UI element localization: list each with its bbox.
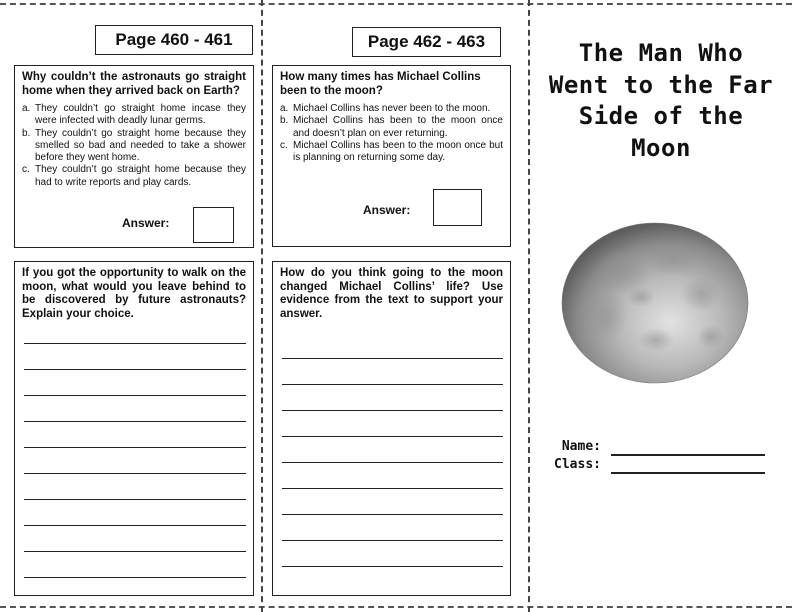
answer-line[interactable] — [282, 488, 503, 489]
question-text: Why couldn’t the astronauts go straight home when they arrived back on Earth? — [22, 71, 246, 97]
title-line: Moon — [631, 133, 691, 162]
answer-line[interactable] — [282, 462, 503, 463]
answer-line[interactable] — [282, 566, 503, 567]
answer-line[interactable] — [282, 540, 503, 541]
answer-label: Answer: — [122, 216, 170, 230]
option-a: a. Michael Collins has never been to the moon. — [280, 103, 491, 114]
answer-line[interactable] — [24, 499, 246, 500]
question-box-collins-visits — [272, 65, 511, 247]
answer-line[interactable] — [24, 551, 246, 552]
answer-line[interactable] — [282, 410, 503, 411]
question-box-astronauts — [14, 65, 254, 248]
answer-label: Answer: — [363, 203, 411, 217]
page-label-460: Page 460 - 461 — [95, 25, 253, 55]
cover-title — [534, 38, 788, 164]
question-text: How do you think going to the moon changed Michael Collins’ life? Use evidence from the text to support your answer. — [280, 267, 503, 320]
top-cut-line — [0, 3, 792, 5]
question-box-leave-behind — [14, 261, 254, 596]
class-field[interactable] — [611, 472, 765, 474]
fold-line-right — [528, 0, 530, 612]
answer-line[interactable] — [24, 369, 246, 370]
answer-line[interactable] — [282, 436, 503, 437]
answer-options — [22, 103, 246, 189]
moon-illustration — [561, 222, 749, 384]
answer-box[interactable] — [433, 189, 482, 226]
answer-line[interactable] — [24, 447, 246, 448]
question-box-collins-life — [272, 261, 511, 596]
title-line: Went to the Far — [548, 70, 774, 99]
fold-line-left — [261, 0, 263, 612]
option-b: b. They couldn’t go straight home because they smelled so bad and needed to take a shower before they went home. — [22, 127, 246, 164]
page-label-462: Page 462 - 463 — [352, 27, 501, 57]
answer-line[interactable] — [24, 473, 246, 474]
name-field[interactable] — [611, 454, 765, 456]
bottom-cut-line — [0, 606, 792, 608]
name-label: Name: — [561, 439, 601, 454]
answer-line[interactable] — [24, 525, 246, 526]
title-line: Side of the — [578, 102, 744, 130]
answer-line[interactable] — [24, 343, 246, 344]
question-text: If you got the opportunity to walk on the moon, what would you leave behind to be discovered by future astronauts? Explain your choice. — [22, 267, 246, 320]
title-line: The Man Who — [578, 39, 744, 67]
option-c: c. Michael Collins has been to the moon once but is planning on returning some day. — [280, 139, 503, 164]
answer-line[interactable] — [282, 384, 503, 385]
answer-box[interactable] — [193, 207, 234, 243]
option-a: a. They couldn’t go straight home incase they were infected with deadly lunar germs. — [22, 103, 246, 127]
option-b: b. Michael Collins has been to the moon once and doesn’t plan on ever returning. — [280, 115, 503, 139]
answer-line[interactable] — [282, 514, 503, 515]
class-label: Class: — [554, 457, 601, 472]
answer-line[interactable] — [282, 358, 503, 359]
answer-line[interactable] — [24, 421, 246, 422]
option-c: c. They couldn’t go straight home because they had to write reports and play cards. — [22, 164, 246, 188]
question-text: How many times has Michael Collins been to the moon? — [280, 71, 481, 97]
answer-options — [280, 103, 503, 164]
answer-line[interactable] — [24, 577, 246, 578]
answer-line[interactable] — [24, 395, 246, 396]
